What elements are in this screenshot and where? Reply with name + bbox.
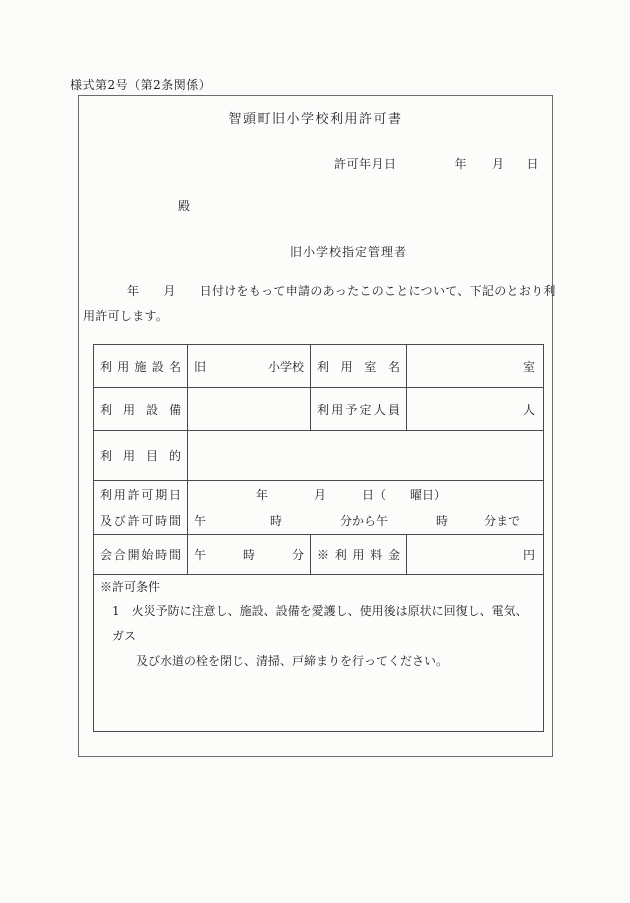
- room-name-label: 利 用 室 名: [311, 345, 407, 388]
- condition-item-1: [100, 599, 537, 649]
- purpose-field: [188, 431, 544, 481]
- fee-unit-label: 円: [522, 548, 535, 562]
- condition-number: 1: [112, 604, 120, 618]
- permit-period-label-line2: 及び許可時間: [100, 513, 181, 528]
- permit-form-border: [78, 95, 556, 757]
- table-row-purpose: [94, 431, 544, 481]
- start-time-label: 会合開始時間: [94, 535, 188, 575]
- permit-details-table: [93, 344, 544, 732]
- intro-paragraph: [83, 279, 556, 329]
- permit-date-day-label: 日: [526, 157, 540, 171]
- room-unit-label: 室: [522, 359, 535, 374]
- permit-date-month-label: 月: [492, 157, 505, 171]
- table-row-permit-period: [94, 481, 544, 535]
- start-minute-label: 分: [291, 548, 304, 562]
- table-row-equipment: [94, 388, 544, 431]
- document-title: 智頭町旧小学校利用許可書: [228, 112, 403, 127]
- period-hour-end-label: 時: [436, 513, 449, 528]
- equipment-label: 利 用 設 備: [94, 388, 188, 431]
- facility-name-value: [194, 358, 304, 375]
- period-ampm-start-label: 午: [194, 513, 207, 528]
- attendees-unit-label: 人: [522, 402, 535, 417]
- period-weekday-label: 曜日）: [410, 487, 447, 502]
- period-day-label: 日（: [362, 487, 387, 502]
- start-hour-label: 時: [242, 548, 255, 562]
- permit-date-label: 許可年月日: [334, 157, 397, 171]
- intro-text: 日付けをもって申請のあったこのことについて、下記のとおり利: [199, 284, 556, 298]
- period-minute-from-label: 分から午: [340, 513, 389, 528]
- room-name-field: [407, 345, 544, 388]
- facility-name-label: 利 用 施 設 名: [94, 345, 188, 388]
- intro-year-label: 年: [127, 284, 140, 298]
- period-minute-until-label: 分まで: [484, 513, 521, 528]
- permit-period-label-line1: 利用許可期日: [100, 487, 181, 502]
- start-ampm-label: 午: [194, 548, 207, 562]
- permit-period-label: [94, 481, 188, 535]
- addressee-honorific: 殿: [178, 199, 191, 213]
- table-row-start-time: [94, 535, 544, 575]
- start-time-field: [188, 535, 311, 575]
- period-year-label: 年: [256, 487, 269, 502]
- table-row-facility: [94, 345, 544, 388]
- fee-field: [407, 535, 544, 575]
- permit-period-field: [188, 481, 544, 535]
- intro-line-2: 用許可します。: [83, 309, 169, 323]
- intro-month-label: 月: [163, 284, 176, 298]
- intro-line-1: [83, 279, 556, 304]
- period-hour-start-label: 時: [270, 513, 283, 528]
- fee-label: ※ 利 用 料 金: [311, 535, 407, 575]
- permit-period-time-line: [194, 508, 537, 534]
- condition-text-line2: 及び水道の栓を閉じ、清掃、戸締まりを行ってください。: [136, 654, 449, 668]
- start-time-value: [194, 546, 304, 563]
- facility-suffix: 小学校: [267, 359, 304, 374]
- permit-period-date-line: [194, 482, 537, 508]
- facility-name-field: [188, 345, 311, 388]
- form-number-label: 様式第2号（第2条関係）: [70, 78, 212, 92]
- period-month-label: 月: [314, 487, 327, 502]
- conditions-section: [94, 575, 544, 732]
- table-row-conditions: [94, 575, 544, 732]
- permit-date-row: [334, 155, 539, 172]
- attendees-label: 利用予定人員: [311, 388, 407, 431]
- equipment-field: [188, 388, 311, 431]
- attendees-field: [407, 388, 544, 431]
- permit-date-year-label: 年: [454, 157, 468, 171]
- purpose-label: 利 用 目 的: [94, 431, 188, 481]
- facility-prefix: 旧: [194, 359, 207, 374]
- condition-text-line1: 火災予防に注意し、施設、設備を愛護し、使用後は原状に回復し、電気、ガス: [112, 604, 528, 643]
- conditions-heading: ※許可条件: [100, 580, 161, 594]
- issuer-title: 旧小学校指定管理者: [290, 245, 408, 259]
